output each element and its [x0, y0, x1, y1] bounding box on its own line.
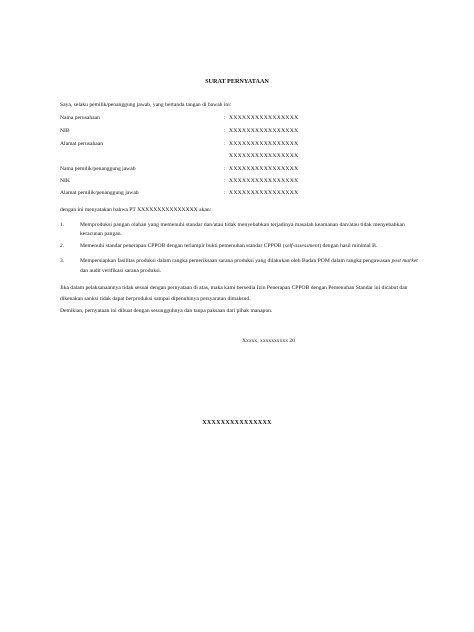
closing-paragraph-2: Demikian, pernyataan ini dibuat dengan sesungguhnya dan tanpa paksaan dari pihak manapun. [60, 308, 273, 314]
closing-paragraph-1-line1: Jika dalam pelaksanaannya tidak sesuai dengan pernyataan di atas, maka kami bersedia Izin Penerapan CPPOB dengan Pemenuhan Standar ini dicabut dan [60, 285, 408, 291]
place-date: Xxxxx, xxxxxxxxxx 20 [242, 338, 295, 344]
field-colon: : [224, 190, 226, 196]
field-value-company-name: XXXXXXXXXXXXXXXX [229, 115, 299, 121]
field-label-nik: NIK [60, 178, 70, 184]
item-2-text-post: ) dengan hasil minimal B. [319, 243, 378, 249]
item-3-line1 [80, 258, 418, 265]
item-3-text-italic: post market [391, 258, 418, 264]
document-title: SURAT PERNYATAAN [205, 78, 269, 85]
field-label-company-address: Alamat perusahaan [60, 141, 104, 147]
intro-text: Saya, selaku pemilik/penanggung jawab, yang bertanda tangan di bawah ini: [60, 102, 232, 108]
item-1-line1: Memproduksi pangan olahan yang memenuhi standar dan/atau tidak menyebabkan terjadinya masalah keamanan dan/atau tidak menyebabkan [80, 222, 405, 228]
item-1-line2: keracunan pangan. [80, 231, 122, 237]
field-colon: : [224, 178, 226, 184]
field-colon: : [224, 128, 226, 134]
item-2-text-italic: self-assessment [284, 243, 320, 249]
field-label-nib: NIB [60, 128, 70, 134]
item-2-text-pre: Memenuhi standar penerapan CPPOB dengan terlampir bukti pemenuhan standar CPPOB ( [80, 243, 285, 249]
field-label-company-name: Nama perusahaan [60, 115, 100, 121]
statement-lead: dengan ini menyatakan bahwa PT XXXXXXXXXXXXXXX akan: [60, 207, 212, 213]
field-value-owner-address: XXXXXXXXXXXXXXXX [229, 190, 299, 196]
field-value-nib: XXXXXXXXXXXXXXXX [229, 128, 299, 134]
field-colon: : [224, 115, 226, 121]
field-value-company-address-line2: XXXXXXXXXXXXXXXX [229, 153, 299, 159]
field-value-company-address: XXXXXXXXXXXXXXXX [229, 141, 299, 147]
field-label-owner-name: Nama pemilik/penanggung jawab [60, 166, 136, 172]
item-number: 3. [60, 258, 65, 264]
item-number: 2. [60, 243, 65, 249]
field-value-owner-name: XXXXXXXXXXXXXXXX [229, 166, 299, 172]
item-3-line2: dan audit verifikasi sarana produksi. [80, 268, 162, 274]
field-colon: : [224, 141, 226, 147]
closing-paragraph-1-line2: dikenakan sanksi tidak dapat berproduksi sampai dipenuhinya persyaratan dimaksud. [60, 296, 251, 302]
field-colon: : [224, 166, 226, 172]
item-number: 1. [60, 222, 65, 228]
signer-name: XXXXXXXXXXXXXXX [202, 420, 272, 426]
field-value-nik: XXXXXXXXXXXXXXXX [229, 178, 299, 184]
item-2-line [80, 243, 377, 250]
item-3-text-pre: Mempersiapkan fasilitas produksi dalam rangka pemeriksaan sarana produksi yang dilakukan oleh Badan POM dalam rangka pengawasan [80, 258, 392, 264]
field-label-owner-address: Alamat pemilik/penanggung jawab [60, 190, 139, 196]
